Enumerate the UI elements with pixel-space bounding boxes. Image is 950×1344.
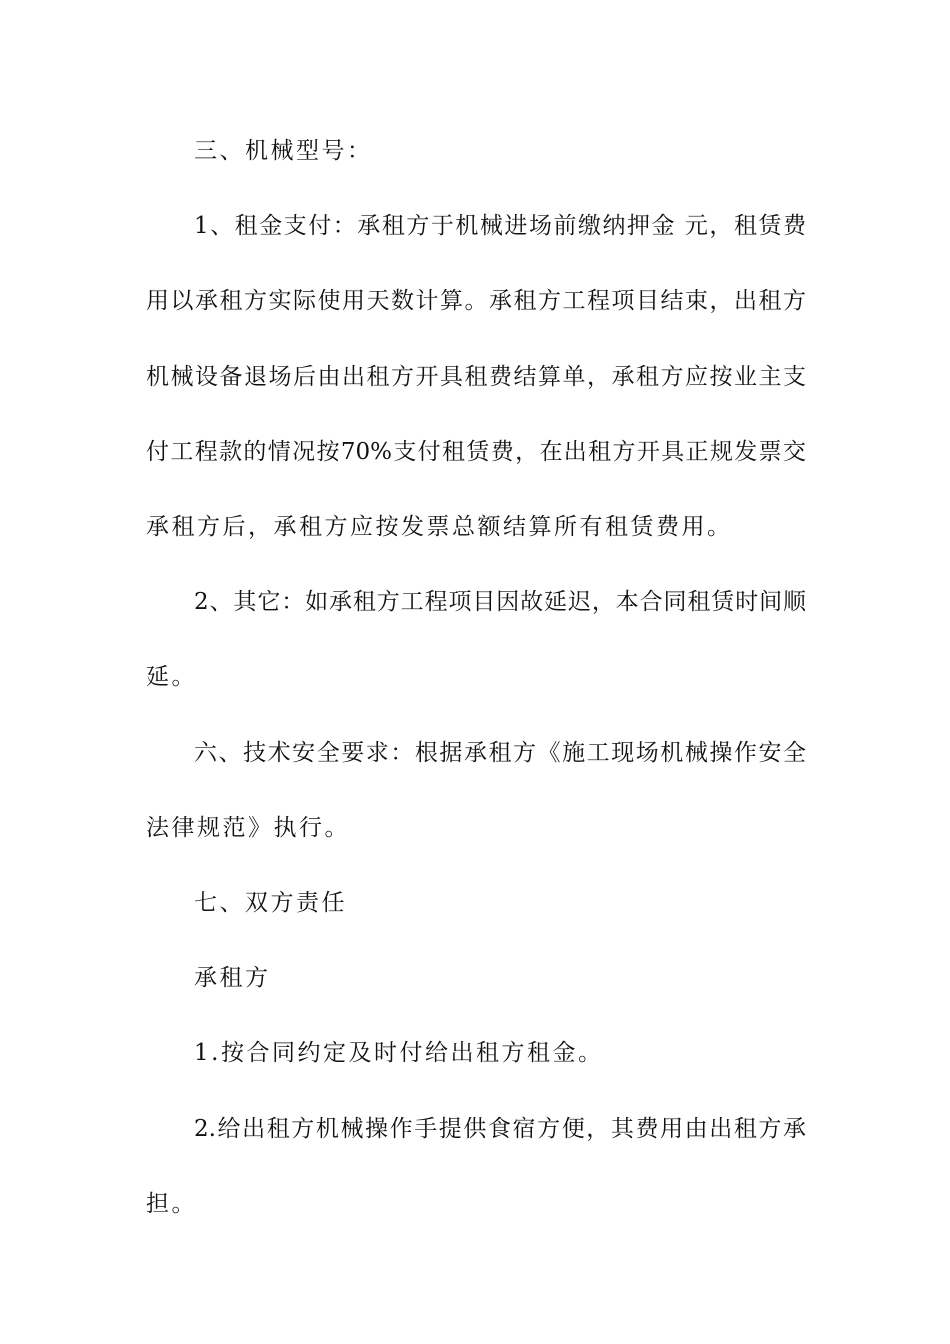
lessee-duty-2-line-2: 担。 xyxy=(146,1191,197,1217)
paragraph-rent-payment-line-4: 付工程款的情况按70%支付租赁费，在出租方开具正规发票交 xyxy=(146,439,806,465)
paragraph-other-line-1: 2、其它：如承租方工程项目因故延迟，本合同租赁时间顺 xyxy=(194,589,806,615)
paragraph-rent-payment-line-3: 机械设备退场后由出租方开具租费结算单，承租方应按业主支 xyxy=(146,364,806,390)
paragraph-rent-payment-line-1: 1、租金支付：承租方于机械进场前缴纳押金 元，租赁费 xyxy=(194,213,806,239)
section-heading-machine-model: 三、机械型号： xyxy=(194,138,373,164)
lessee-duty-2-line-1: 2.给出租方机械操作手提供食宿方便，其费用由出租方承 xyxy=(194,1116,806,1142)
paragraph-rent-payment-line-2: 用以承租方实际使用天数计算。承租方工程项目结束，出租方 xyxy=(146,288,806,314)
lessee-duty-1: 1.按合同约定及时付给出租方租金。 xyxy=(194,1040,604,1066)
subheading-lessee: 承租方 xyxy=(194,965,271,991)
paragraph-rent-payment-line-5: 承租方后，承租方应按发票总额结算所有租赁费用。 xyxy=(146,514,733,540)
section-technical-safety-line-1: 六、技术安全要求：根据承租方《施工现场机械操作安全 xyxy=(194,740,806,766)
paragraph-other-line-2: 延。 xyxy=(146,664,197,690)
section-technical-safety-line-2: 法律规范》执行。 xyxy=(146,815,350,841)
section-heading-responsibilities: 七、双方责任 xyxy=(194,890,347,916)
